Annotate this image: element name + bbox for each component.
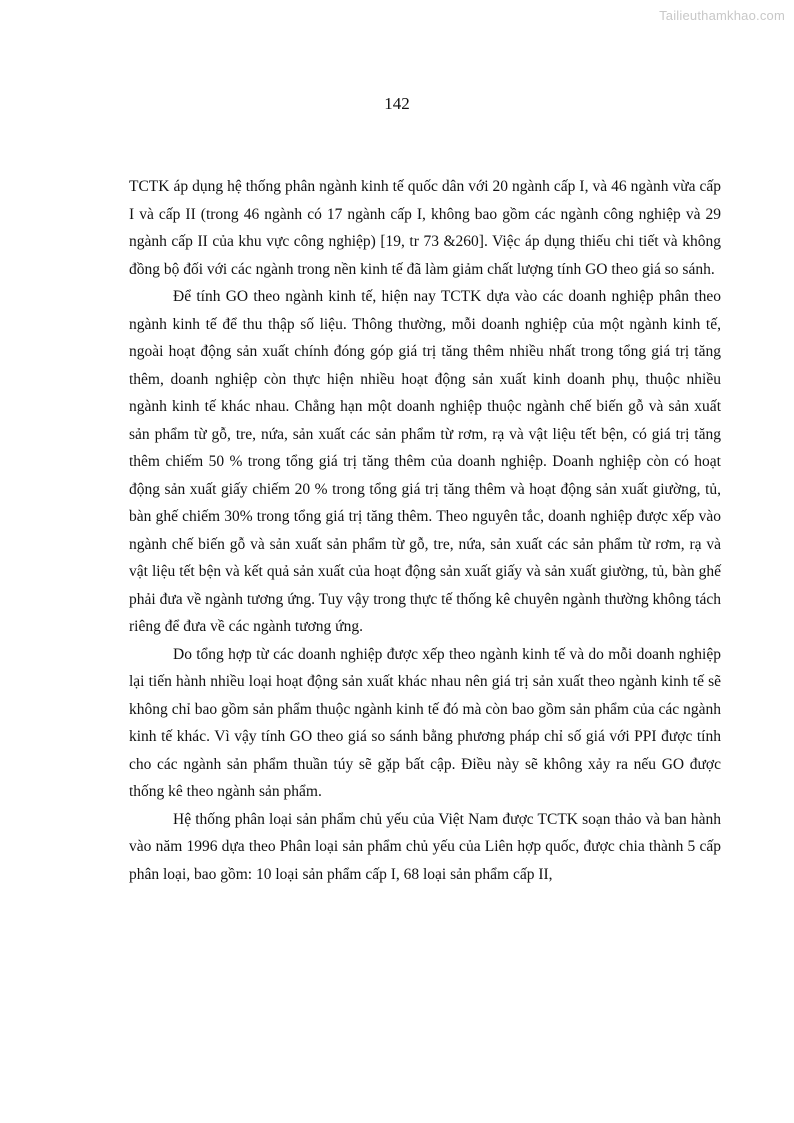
paragraph: TCTK áp dụng hệ thống phân ngành kinh tế quốc dân với 20 ngành cấp I, và 46 ngành vừa cấp I và cấp II (trong 46 ngành có 17 ngành cấp I, không bao gồm các ngành công nghiệp và 29 ngành cấp II của khu vực công nghiệp) [19, tr 73 &260]. Việc áp dụng thiếu chi tiết và không đồng bộ đối với các ngành trong nền kinh tế đã làm giảm chất lượng tính GO theo giá so sánh. [129,178,721,278]
paragraph: Do tổng hợp từ các doanh nghiệp được xếp theo ngành kinh tế và do mỗi doanh nghiệp lại tiến hành nhiều loại hoạt động sản xuất khác nhau nên giá trị sản xuất theo ngành kinh tế sẽ không chỉ bao gồm sản phẩm thuộc ngành kinh tế đó mà còn bao gồm sản phẩm của các ngành kinh tế khác. Vì vậy tính GO theo giá so sánh bằng phương pháp chỉ số giá với PPI được tính cho các ngành sản phẩm thuần túy sẽ gặp bất cập. Điều này sẽ không xảy ra nếu GO được thống kê theo ngành sản phẩm. [129,645,721,800]
paragraph: Để tính GO theo ngành kinh tế, hiện nay TCTK dựa vào các doanh nghiệp phân theo ngành kinh tế để thu thập số liệu. Thông thường, mỗi doanh nghiệp của một ngành kinh tế, ngoài hoạt động sản xuất chính đóng góp giá trị tăng thêm nhiều nhất trong tổng giá trị tăng thêm, doanh nghiệp còn thực hiện nhiều hoạt động sản xuất kinh doanh phụ, thuộc nhiều ngành kinh tế khác nhau. Chẳng hạn một doanh nghiệp thuộc ngành chế biến gỗ và sản xuất sản phẩm từ gỗ, tre, nứa, sản xuất các sản phẩm từ rơm, rạ và vật liệu tết bện, có giá trị tăng thêm chiếm 50 % trong tổng giá trị tăng thêm của doanh nghiệp. Doanh nghiệp còn có hoạt động sản xuất giấy chiếm 20 % trong tổng giá trị tăng thêm và hoạt động sản xuất giường, tủ, bàn ghế chiếm 30% trong tổng giá trị tăng thêm. Theo nguyên tắc, doanh nghiệp được xếp vào ngành chế biến gỗ và sản xuất sản phẩm từ gỗ, tre, nứa, sản xuất các sản phẩm từ rơm, rạ và vật liệu tết bện và kết quả sản xuất của hoạt động sản xuất giấy và sản xuất giường, tủ, bàn ghế phải đưa về ngành tương ứng. Tuy vậy trong thực tế thống kê chuyên ngành thường không tách riêng để đưa về các ngành tương ứng. [129,288,721,635]
paragraph: Hệ thống phân loại sản phẩm chủ yếu của Việt Nam được TCTK soạn thảo và ban hành vào năm 1996 dựa theo Phân loại sản phẩm chủ yếu của Liên hợp quốc, được chia thành 5 cấp phân loại, bao gồm: 10 loại sản phẩm cấp I, 68 loại sản phẩm cấp II, [129,810,721,883]
page-number: 142 [384,94,410,113]
watermark: Tailieuthamkhao.com [659,8,785,23]
body-text [129,173,721,888]
